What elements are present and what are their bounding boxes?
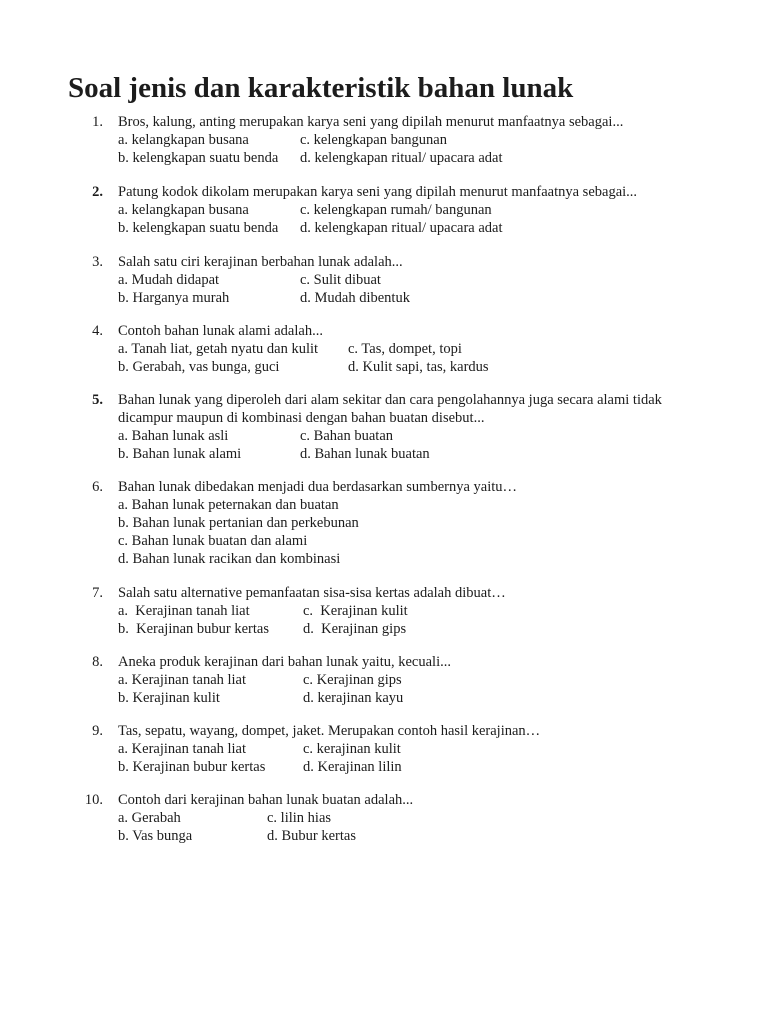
question-number: 1. [92, 114, 103, 130]
option-d: d. kelengkapan ritual/ upacara adat [300, 150, 503, 166]
option-c: c. Bahan lunak buatan dan alami [118, 533, 308, 549]
question-number: 6. [92, 479, 103, 495]
option-d: d. Kulit sapi, tas, kardus [348, 359, 489, 375]
question-number: 9. [92, 723, 103, 739]
option-d: d. Bubur kertas [267, 828, 356, 844]
option-row [118, 340, 758, 358]
option-row [118, 496, 758, 514]
question-text: Tas, sepatu, wayang, dompet, jaket. Merupakan contoh hasil kerajinan… [118, 723, 541, 739]
option-d: d. kerajinan kayu [303, 690, 404, 706]
question-text: Aneka produk kerajinan dari bahan lunak yaitu, kecuali... [118, 654, 451, 670]
option-row [118, 827, 758, 845]
option-c: c. kerajinan kulit [303, 741, 401, 757]
option-row [118, 758, 758, 776]
option-a: a. Bahan lunak asli [118, 428, 229, 444]
option-row [118, 671, 758, 689]
question-2 [68, 183, 758, 237]
option-row [118, 550, 758, 568]
option-d: d. Bahan lunak racikan dan kombinasi [118, 551, 341, 567]
question-number: 10. [84, 792, 103, 808]
question-number: 7. [92, 585, 103, 601]
option-d: d. Kerajinan lilin [303, 759, 402, 775]
option-a: a. Mudah didapat [118, 272, 220, 288]
question-4 [68, 322, 758, 376]
question-text: Salah satu alternative pemanfaatan sisa-sisa kertas adalah dibuat… [118, 585, 506, 601]
question-text: Bros, kalung, anting merupakan karya seni yang dipilah menurut manfaatnya sebagai... [118, 114, 624, 130]
option-row [118, 201, 758, 219]
option-b: b. kelengkapan suatu benda [118, 220, 279, 236]
option-b: b. Kerajinan bubur kertas [118, 759, 266, 775]
option-d: d. kelengkapan ritual/ upacara adat [300, 220, 503, 236]
option-c: c. Kerajinan gips [303, 672, 402, 688]
option-row [118, 532, 758, 550]
question-number: 5. [92, 392, 103, 408]
option-c: c. Kerajinan kulit [303, 603, 408, 619]
option-b: b. Harganya murah [118, 290, 230, 306]
question-text: Bahan lunak dibedakan menjadi dua berdasarkan sumbernya yaitu… [118, 479, 518, 495]
option-row [118, 740, 758, 758]
question-number: 3. [92, 254, 103, 270]
question-10 [68, 791, 758, 845]
option-a: a. Gerabah [118, 810, 181, 826]
option-row [118, 620, 758, 638]
option-a: a. Kerajinan tanah liat [118, 603, 250, 619]
option-d: d. Bahan lunak buatan [300, 446, 430, 462]
option-row [118, 149, 758, 167]
question-number: 2. [92, 184, 103, 200]
question-number: 8. [92, 654, 103, 670]
option-a: a. kelangkapan busana [118, 132, 249, 148]
option-c: c. Tas, dompet, topi [348, 341, 462, 357]
option-b: b. Vas bunga [118, 828, 193, 844]
question-9 [68, 722, 758, 776]
question-1 [68, 113, 758, 167]
option-row [118, 514, 758, 532]
option-row [118, 358, 758, 376]
question-8 [68, 653, 758, 707]
option-b: b. Bahan lunak pertanian dan perkebunan [118, 515, 359, 531]
option-c: c. kelengkapan bangunan [300, 132, 447, 148]
option-a: a. Bahan lunak peternakan dan buatan [118, 497, 339, 513]
question-text: Contoh dari kerajinan bahan lunak buatan adalah... [118, 792, 414, 808]
question-5 [68, 391, 758, 463]
option-d: d. Kerajinan gips [303, 621, 407, 637]
option-b: b. Bahan lunak alami [118, 446, 242, 462]
option-row [118, 219, 758, 237]
option-b: b. Kerajinan bubur kertas [118, 621, 269, 637]
option-c: c. kelengkapan rumah/ bangunan [300, 202, 492, 218]
question-text: Bahan lunak yang diperoleh dari alam sekitar dan cara pengolahannya juga secara alami tidak [118, 392, 662, 408]
option-a: a. kelangkapan busana [118, 202, 249, 218]
option-row [118, 427, 758, 445]
option-a: a. Kerajinan tanah liat [118, 741, 247, 757]
option-a: a. Tanah liat, getah nyatu dan kulit [118, 341, 319, 357]
option-row [118, 131, 758, 149]
question-text: Salah satu ciri kerajinan berbahan lunak adalah... [118, 254, 403, 270]
question-text-line2: dicampur maupun di kombinasi dengan bahan buatan disebut... [118, 410, 485, 426]
option-b: b. Gerabah, vas bunga, guci [118, 359, 280, 375]
option-d: d. Mudah dibentuk [300, 290, 410, 306]
question-3 [68, 253, 758, 307]
option-c: c. lilin hias [267, 810, 332, 826]
option-row [118, 445, 758, 463]
option-c: c. Sulit dibuat [300, 272, 381, 288]
option-row [118, 271, 758, 289]
option-row [118, 602, 758, 620]
question-number: 4. [92, 323, 103, 339]
option-a: a. Kerajinan tanah liat [118, 672, 247, 688]
question-6 [68, 478, 758, 568]
option-row [118, 809, 758, 827]
page-title: Soal jenis dan karakteristik bahan lunak [68, 72, 574, 104]
question-text: Patung kodok dikolam merupakan karya seni yang dipilah menurut manfaatnya sebagai... [118, 184, 638, 200]
question-7 [68, 584, 758, 638]
option-row [118, 289, 758, 307]
question-text: Contoh bahan lunak alami adalah... [118, 323, 323, 339]
option-row [118, 689, 758, 707]
option-b: b. kelengkapan suatu benda [118, 150, 279, 166]
option-c: c. Bahan buatan [300, 428, 394, 444]
option-b: b. Kerajinan kulit [118, 690, 220, 706]
